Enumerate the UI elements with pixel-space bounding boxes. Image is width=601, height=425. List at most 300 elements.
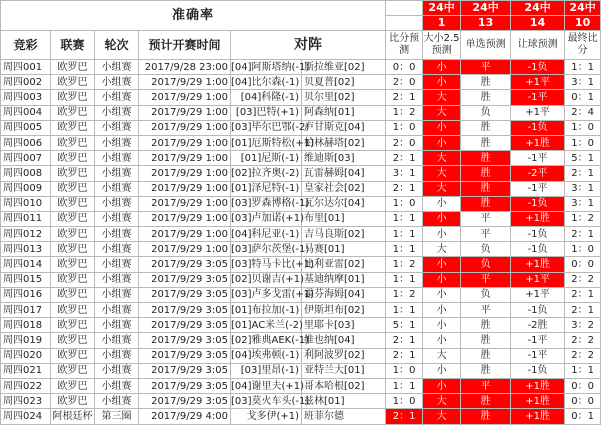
- round-name: 小组赛: [95, 135, 139, 150]
- kickoff-time: 2017/9/29 1:00: [139, 151, 231, 166]
- handicap-accuracy-bottom: 10: [565, 16, 601, 31]
- handicap-prediction: -1负: [511, 60, 565, 75]
- match-code: 周四003: [1, 90, 51, 105]
- single-prediction: 胜: [461, 135, 511, 150]
- handicap-prediction: -1负: [511, 242, 565, 257]
- away-team: 兹林[01]: [302, 394, 386, 409]
- round-name: 小组赛: [95, 318, 139, 333]
- home-team: [03]里昂(-1): [231, 363, 302, 378]
- round-name: 小组赛: [95, 257, 139, 272]
- final-score: 1：0: [565, 135, 601, 150]
- single-prediction: 平: [461, 211, 511, 226]
- score-prediction: 1：1: [386, 242, 423, 257]
- match-code: 周四011: [1, 211, 51, 226]
- final-score: 1：0: [565, 242, 601, 257]
- final-score: 3：1: [565, 75, 601, 90]
- match-code: 周四020: [1, 348, 51, 363]
- league-name: 欧罗巴: [51, 394, 95, 409]
- match-code: 周四005: [1, 120, 51, 135]
- ou-prediction: 小: [423, 378, 461, 393]
- away-team: 阿森纳[01]: [302, 105, 386, 120]
- single-prediction: 胜: [461, 196, 511, 211]
- home-team: [04]科尼亚(-1): [231, 227, 302, 242]
- away-team: 马赛[01]: [302, 242, 386, 257]
- league-name: 欧罗巴: [51, 211, 95, 226]
- final-score: 2：4: [565, 105, 601, 120]
- match-code: 周四007: [1, 151, 51, 166]
- final-score: 2：1: [565, 166, 601, 181]
- kickoff-time: 2017/9/29 1:00: [139, 242, 231, 257]
- ou-prediction: 小: [423, 287, 461, 302]
- ou-prediction: 小: [423, 211, 461, 226]
- home-team: [03]巴特(+1): [231, 105, 302, 120]
- ou-accuracy-bottom: 1: [423, 16, 461, 31]
- ou-prediction: 小: [423, 135, 461, 150]
- score-prediction: 2：0: [386, 135, 423, 150]
- single-prediction: 平: [461, 227, 511, 242]
- kickoff-time: 2017/9/29 1:00: [139, 166, 231, 181]
- match-code: 周四006: [1, 135, 51, 150]
- ou-prediction: 小: [423, 303, 461, 318]
- handicap-accuracy-top: 24中: [565, 1, 601, 16]
- league-name: 阿根廷杯: [51, 409, 95, 424]
- kickoff-time: 2017/9/29 3:05: [139, 363, 231, 378]
- header-handicap-pred: 让球预测: [511, 31, 565, 60]
- table-row: [1, 378, 601, 393]
- league-name: 欧罗巴: [51, 105, 95, 120]
- header-time: 预计开赛时间: [139, 31, 231, 60]
- match-code: 周四015: [1, 272, 51, 287]
- single-prediction: 胜: [461, 151, 511, 166]
- away-team: 瓦尔达尔[04]: [302, 196, 386, 211]
- final-score: 2：2: [565, 333, 601, 348]
- single-accuracy-top: 24中: [511, 1, 565, 16]
- ou-prediction: 大: [423, 409, 461, 424]
- match-code: 周四024: [1, 409, 51, 424]
- away-team: 维也纳[04]: [302, 333, 386, 348]
- kickoff-time: 2017/9/29 1:00: [139, 105, 231, 120]
- score-prediction: 1：2: [386, 287, 423, 302]
- league-name: 欧罗巴: [51, 151, 95, 166]
- home-team: [04]比尔森(-1): [231, 75, 302, 90]
- table-row: [1, 75, 601, 90]
- kickoff-time: 2017/9/29 3:05: [139, 333, 231, 348]
- handicap-prediction: -1平: [511, 90, 565, 105]
- table-row: [1, 105, 601, 120]
- league-name: 欧罗巴: [51, 303, 95, 318]
- round-name: 小组赛: [95, 75, 139, 90]
- handicap-prediction: -2胜: [511, 318, 565, 333]
- kickoff-time: 2017/9/29 1:00: [139, 181, 231, 196]
- kickoff-time: 2017/9/29 4:00: [139, 409, 231, 424]
- kickoff-time: 2017/9/29 3:05: [139, 287, 231, 302]
- match-code: 周四010: [1, 196, 51, 211]
- header-code: 竞彩: [1, 31, 51, 60]
- score-prediction: 2：1: [386, 333, 423, 348]
- league-name: 欧罗巴: [51, 287, 95, 302]
- home-team: [01]AC米兰(-2): [231, 318, 302, 333]
- away-team: 吉马良斯[02]: [302, 227, 386, 242]
- ou-prediction: 小: [423, 318, 461, 333]
- round-name: 小组赛: [95, 227, 139, 242]
- table-row: [1, 181, 601, 196]
- home-team: [04]埃弗顿(-1): [231, 348, 302, 363]
- away-team: 班菲尔德: [302, 409, 386, 424]
- score-prediction: 1：0: [386, 120, 423, 135]
- score-prediction: 1：1: [386, 272, 423, 287]
- league-name: 欧罗巴: [51, 227, 95, 242]
- handicap-prediction: -1负: [511, 363, 565, 378]
- away-team: 卢甘斯克[04]: [302, 120, 386, 135]
- handicap-prediction: +1胜: [511, 378, 565, 393]
- round-name: 小组赛: [95, 394, 139, 409]
- single-prediction: 胜: [461, 363, 511, 378]
- table-row: [1, 151, 601, 166]
- single-prediction: 负: [461, 287, 511, 302]
- league-name: 欧罗巴: [51, 318, 95, 333]
- final-score: 0：1: [565, 409, 601, 424]
- single-prediction: 胜: [461, 409, 511, 424]
- handicap-prediction: -1平: [511, 181, 565, 196]
- round-name: 小组赛: [95, 348, 139, 363]
- round-name: 小组赛: [95, 90, 139, 105]
- league-name: 欧罗巴: [51, 272, 95, 287]
- score-prediction: 1：1: [386, 378, 423, 393]
- header-league: 联赛: [51, 31, 95, 60]
- handicap-prediction: -1负: [511, 196, 565, 211]
- handicap-prediction: +1胜: [511, 409, 565, 424]
- header-round: 轮次: [95, 31, 139, 60]
- round-name: 小组赛: [95, 287, 139, 302]
- kickoff-time: 2017/9/29 1:00: [139, 135, 231, 150]
- away-team: 斯拉维亚[02]: [302, 60, 386, 75]
- final-score: 1：1: [565, 60, 601, 75]
- kickoff-time: 2017/9/29 1:00: [139, 211, 231, 226]
- ou-prediction: 大: [423, 105, 461, 120]
- score-prediction: 2：1: [386, 90, 423, 105]
- ou-prediction: 大: [423, 90, 461, 105]
- final-score: 3：2: [565, 318, 601, 333]
- score-accuracy-top: 24中: [461, 1, 511, 16]
- handicap-prediction: +1平: [511, 75, 565, 90]
- table-row: [1, 394, 601, 409]
- score-prediction: 1：2: [386, 105, 423, 120]
- single-prediction: 负: [461, 242, 511, 257]
- kickoff-time: 2017/9/29 3:05: [139, 348, 231, 363]
- kickoff-time: 2017/9/29 1:00: [139, 75, 231, 90]
- kickoff-time: 2017/9/29 3:05: [139, 272, 231, 287]
- table-row: [1, 303, 601, 318]
- league-name: 欧罗巴: [51, 196, 95, 211]
- table-row: [1, 166, 601, 181]
- league-name: 欧罗巴: [51, 166, 95, 181]
- header-score-pred: 比分预测: [386, 31, 423, 60]
- ou-prediction: 大: [423, 166, 461, 181]
- ou-prediction: 小: [423, 333, 461, 348]
- match-code: 周四014: [1, 257, 51, 272]
- ou-prediction: 小: [423, 227, 461, 242]
- final-score: 2：1: [565, 227, 601, 242]
- single-prediction: 平: [461, 378, 511, 393]
- final-score: 3：1: [565, 196, 601, 211]
- handicap-prediction: +1平: [511, 287, 565, 302]
- single-prediction: 平: [461, 272, 511, 287]
- kickoff-time: 2017/9/28 23:00: [139, 60, 231, 75]
- round-name: 小组赛: [95, 151, 139, 166]
- league-name: 欧罗巴: [51, 257, 95, 272]
- score-accuracy-blank-2: [386, 16, 423, 31]
- ou-prediction: 小: [423, 363, 461, 378]
- league-name: 欧罗巴: [51, 135, 95, 150]
- match-code: 周四012: [1, 227, 51, 242]
- single-prediction: 平: [461, 303, 511, 318]
- single-prediction: 胜: [461, 348, 511, 363]
- single-prediction: 负: [461, 257, 511, 272]
- ou-prediction: 大: [423, 348, 461, 363]
- single-prediction: 胜: [461, 318, 511, 333]
- score-prediction: 1：1: [386, 227, 423, 242]
- home-team: [03]萨尔茨堡(-1): [231, 242, 302, 257]
- away-team: 霍芬海姆[04]: [302, 287, 386, 302]
- single-prediction: 胜: [461, 394, 511, 409]
- home-team: [03]特马卡比(+1): [231, 257, 302, 272]
- score-accuracy-blank: [386, 1, 423, 16]
- league-name: 欧罗巴: [51, 120, 95, 135]
- home-team: [02]拉齐奥(-2): [231, 166, 302, 181]
- score-prediction: 2：0: [386, 75, 423, 90]
- score-prediction: 1：1: [386, 303, 423, 318]
- match-code: 周四001: [1, 60, 51, 75]
- score-prediction: 1：2: [386, 257, 423, 272]
- score-accuracy-bottom: 13: [461, 16, 511, 31]
- ou-prediction: 小: [423, 272, 461, 287]
- single-prediction: 胜: [461, 75, 511, 90]
- table-row: [1, 318, 601, 333]
- kickoff-time: 2017/9/29 1:00: [139, 120, 231, 135]
- header-match: 对阵: [231, 31, 386, 60]
- kickoff-time: 2017/9/29 3:05: [139, 303, 231, 318]
- final-score: 2：2: [565, 272, 601, 287]
- kickoff-time: 2017/9/29 3:05: [139, 257, 231, 272]
- final-score: 2：2: [565, 348, 601, 363]
- home-team: [01]厄斯特松(+1): [231, 135, 302, 150]
- handicap-prediction: -1负: [511, 227, 565, 242]
- ou-accuracy-top: 24中: [423, 1, 461, 16]
- home-team: 戈多伊(+1): [231, 409, 302, 424]
- away-team: 贝尔里[02]: [302, 90, 386, 105]
- ou-prediction: 小: [423, 196, 461, 211]
- league-name: 欧罗巴: [51, 363, 95, 378]
- score-prediction: 0：0: [386, 60, 423, 75]
- round-name: 小组赛: [95, 378, 139, 393]
- away-team: 亚特兰大[01]: [302, 363, 386, 378]
- final-score: 5：1: [565, 151, 601, 166]
- score-prediction: 1：0: [386, 394, 423, 409]
- final-score: 3：1: [565, 181, 601, 196]
- kickoff-time: 2017/9/29 3:05: [139, 394, 231, 409]
- league-name: 欧罗巴: [51, 75, 95, 90]
- header-single-pred: 单选预测: [461, 31, 511, 60]
- single-accuracy-bottom: 14: [511, 16, 565, 31]
- home-team: [03]毕尔巴鄂(-2): [231, 120, 302, 135]
- away-team: 哥本哈根[02]: [302, 378, 386, 393]
- away-team: 瓦雷赫姆[04]: [302, 166, 386, 181]
- kickoff-time: 2017/9/29 3:05: [139, 318, 231, 333]
- header-ou-pred: 大小2.5预测: [423, 31, 461, 60]
- final-score: 0：0: [565, 257, 601, 272]
- home-team: [01]尼斯(-1): [231, 151, 302, 166]
- ou-prediction: 大: [423, 181, 461, 196]
- table-row: [1, 348, 601, 363]
- handicap-prediction: -2平: [511, 166, 565, 181]
- handicap-prediction: +1胜: [511, 135, 565, 150]
- away-team: 利阿波罗[02]: [302, 348, 386, 363]
- away-team: 布里[01]: [302, 211, 386, 226]
- single-prediction: 胜: [461, 181, 511, 196]
- score-prediction: 2：1: [386, 151, 423, 166]
- away-team: 伊斯坦布[02]: [302, 303, 386, 318]
- home-team: [01]布拉加(-1): [231, 303, 302, 318]
- score-prediction: 3：1: [386, 166, 423, 181]
- away-team: 比利亚雷[02]: [302, 257, 386, 272]
- round-name: 小组赛: [95, 181, 139, 196]
- away-team: 柏林赫塔[02]: [302, 135, 386, 150]
- score-prediction: 2：1: [386, 348, 423, 363]
- round-name: 第三圈: [95, 409, 139, 424]
- ou-prediction: 小: [423, 75, 461, 90]
- handicap-prediction: +1平: [511, 105, 565, 120]
- match-code: 周四022: [1, 378, 51, 393]
- league-name: 欧罗巴: [51, 378, 95, 393]
- final-score: 0：1: [565, 90, 601, 105]
- table-row: [1, 227, 601, 242]
- match-code: 周四019: [1, 333, 51, 348]
- single-prediction: 胜: [461, 333, 511, 348]
- table-row: [1, 120, 601, 135]
- home-team: [03]卢多戈雷(+1): [231, 287, 302, 302]
- round-name: 小组赛: [95, 120, 139, 135]
- round-name: 小组赛: [95, 272, 139, 287]
- away-team: 里耶卡[03]: [302, 318, 386, 333]
- final-score: 0：0: [565, 394, 601, 409]
- score-prediction: 2：1: [386, 409, 423, 424]
- kickoff-time: 2017/9/29 1:00: [139, 227, 231, 242]
- away-team: 基迪纳摩[01]: [302, 272, 386, 287]
- ou-prediction: 大: [423, 242, 461, 257]
- table-row: [1, 242, 601, 257]
- table-row: [1, 333, 601, 348]
- match-code: 周四018: [1, 318, 51, 333]
- away-team: 维迪斯[03]: [302, 151, 386, 166]
- table-row: [1, 287, 601, 302]
- home-team: [03]莫火车头(-1): [231, 394, 302, 409]
- final-score: 2：1: [565, 287, 601, 302]
- home-team: [04]科隆(-1): [231, 90, 302, 105]
- league-name: 欧罗巴: [51, 60, 95, 75]
- table-row: [1, 409, 601, 424]
- match-code: 周四008: [1, 166, 51, 181]
- away-team: 皇家社会[02]: [302, 181, 386, 196]
- home-team: [04]阿斯塔纳(-1): [231, 60, 302, 75]
- single-prediction: 负: [461, 105, 511, 120]
- match-code: 周四002: [1, 75, 51, 90]
- ou-prediction: 大: [423, 394, 461, 409]
- round-name: 小组赛: [95, 242, 139, 257]
- table-row: [1, 363, 601, 378]
- round-name: 小组赛: [95, 211, 139, 226]
- round-name: 小组赛: [95, 333, 139, 348]
- handicap-prediction: -1平: [511, 333, 565, 348]
- handicap-prediction: +1胜: [511, 211, 565, 226]
- final-score: 2：1: [565, 303, 601, 318]
- match-code: 周四023: [1, 394, 51, 409]
- final-score: 1：2: [565, 211, 601, 226]
- match-code: 周四013: [1, 242, 51, 257]
- round-name: 小组赛: [95, 105, 139, 120]
- single-prediction: 胜: [461, 120, 511, 135]
- league-name: 欧罗巴: [51, 90, 95, 105]
- table-row: [1, 60, 601, 75]
- score-prediction: 1：0: [386, 363, 423, 378]
- league-name: 欧罗巴: [51, 333, 95, 348]
- ou-prediction: 小: [423, 257, 461, 272]
- score-prediction: 2：1: [386, 181, 423, 196]
- league-name: 欧罗巴: [51, 242, 95, 257]
- final-score: 0：0: [565, 378, 601, 393]
- table-row: [1, 211, 601, 226]
- single-prediction: 胜: [461, 166, 511, 181]
- league-name: 欧罗巴: [51, 181, 95, 196]
- ou-prediction: 小: [423, 60, 461, 75]
- table-row: [1, 272, 601, 287]
- kickoff-time: 2017/9/29 3:05: [139, 378, 231, 393]
- match-code: 周四021: [1, 363, 51, 378]
- home-team: [02]贝谢吉(+1): [231, 272, 302, 287]
- match-code: 周四009: [1, 181, 51, 196]
- table-row: [1, 90, 601, 105]
- final-score: 1：1: [565, 363, 601, 378]
- score-prediction: 1：0: [386, 196, 423, 211]
- handicap-prediction: +1平: [511, 272, 565, 287]
- round-name: 小组赛: [95, 166, 139, 181]
- away-team: 贝夏普[02]: [302, 75, 386, 90]
- table-row: [1, 135, 601, 150]
- home-team: [03]罗森博格(-1): [231, 196, 302, 211]
- table-row: [1, 196, 601, 211]
- round-name: 小组赛: [95, 196, 139, 211]
- round-name: 小组赛: [95, 303, 139, 318]
- match-code: 周四017: [1, 303, 51, 318]
- handicap-prediction: -1负: [511, 120, 565, 135]
- kickoff-time: 2017/9/29 1:00: [139, 196, 231, 211]
- table-row: [1, 257, 601, 272]
- handicap-prediction: +1胜: [511, 257, 565, 272]
- single-prediction: 平: [461, 60, 511, 75]
- match-code: 周四004: [1, 105, 51, 120]
- header-row: [1, 31, 601, 60]
- score-prediction: 1：1: [386, 211, 423, 226]
- round-name: 小组赛: [95, 60, 139, 75]
- home-team: [04]谢里夫(+1): [231, 378, 302, 393]
- final-score: 1：0: [565, 120, 601, 135]
- single-prediction: 胜: [461, 90, 511, 105]
- home-team: [03]卢加诺(+1): [231, 211, 302, 226]
- round-name: 小组赛: [95, 363, 139, 378]
- handicap-prediction: -1平: [511, 151, 565, 166]
- ou-prediction: 大: [423, 151, 461, 166]
- accuracy-title: 准确率: [1, 1, 386, 31]
- match-code: 周四016: [1, 287, 51, 302]
